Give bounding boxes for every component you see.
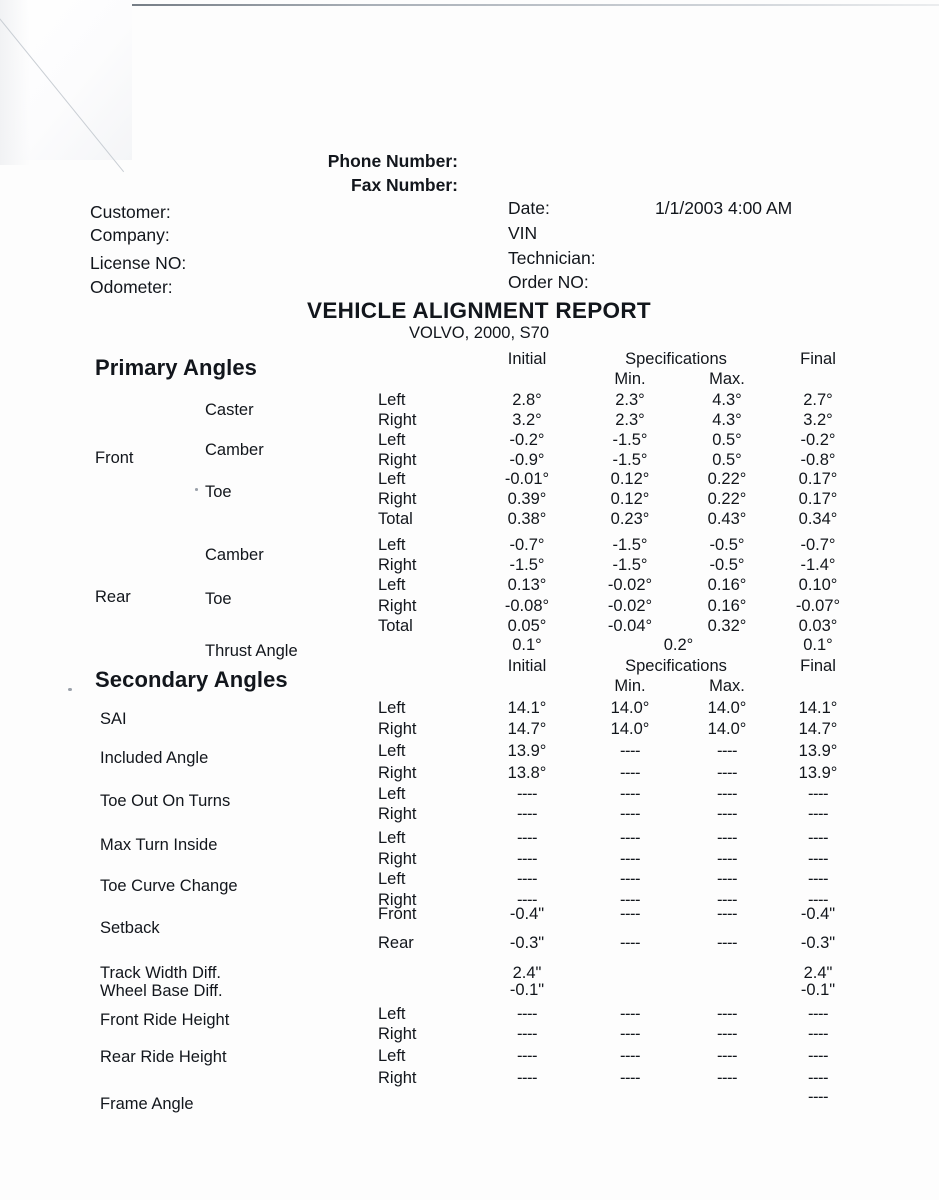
row-side-label: Left xyxy=(378,742,406,760)
measure-label-setback: Setback xyxy=(100,919,160,937)
cell-final: -0.2° xyxy=(800,431,836,449)
cell-spec-max: ---- xyxy=(717,764,737,782)
cell-initial: -0.08° xyxy=(504,597,550,615)
cell-spec-max: ---- xyxy=(717,1069,737,1087)
cell-final: ---- xyxy=(808,1069,828,1087)
measure-label-toe-out-on-turns: Toe Out On Turns xyxy=(100,792,231,810)
scan-speck xyxy=(195,488,198,491)
row-side-label: Right xyxy=(378,850,417,868)
row-side-label: Left xyxy=(378,1047,406,1065)
row-side-label: Left xyxy=(378,576,406,594)
cell-spec-min: ---- xyxy=(620,850,640,868)
cell-initial: ---- xyxy=(517,1025,537,1043)
fax-number-label: Fax Number: xyxy=(351,175,458,195)
cell-spec-min: 2.3° xyxy=(615,391,645,409)
cell-spec-max: ---- xyxy=(717,785,737,803)
cell-spec-max: 14.0° xyxy=(707,699,747,717)
cell-spec-min: -0.02° xyxy=(607,597,653,615)
measure-label-thrust-angle: Thrust Angle xyxy=(205,642,298,660)
cell-final: 0.34° xyxy=(798,510,838,528)
cell-spec-max: ---- xyxy=(717,891,737,909)
row-side-label: Right xyxy=(378,411,417,429)
measure-label-rear-camber: Camber xyxy=(205,546,264,564)
column-header-max: Max. xyxy=(709,677,745,695)
cell-spec-max: 0.5° xyxy=(712,451,742,469)
cell-final: -0.4" xyxy=(800,905,836,923)
row-side-label: Right xyxy=(378,720,417,738)
row-side-label: Left xyxy=(378,785,406,803)
cell-spec-min: 2.3° xyxy=(615,411,645,429)
cell-initial: ---- xyxy=(517,785,537,803)
cell-spec-min: ---- xyxy=(620,742,640,760)
cell-initial: 0.38° xyxy=(507,510,547,528)
row-side-label: Rear xyxy=(378,934,414,952)
cell-spec-min: 0.12° xyxy=(610,490,650,508)
cell-spec-min: -1.5° xyxy=(612,556,648,574)
cell-final: 14.1° xyxy=(798,699,838,717)
cell-initial: ---- xyxy=(517,891,537,909)
cell-thrust-final: 0.1° xyxy=(803,636,833,654)
column-header-min: Min. xyxy=(614,370,646,388)
cell-initial: ---- xyxy=(517,829,537,847)
cell-initial: -0.9° xyxy=(509,451,545,469)
row-side-label: Right xyxy=(378,597,417,615)
cell-spec-min: -1.5° xyxy=(612,451,648,469)
cell-final: -0.07° xyxy=(795,597,841,615)
cell-spec-min: -1.5° xyxy=(612,431,648,449)
row-side-label: Left xyxy=(378,870,406,888)
column-header-final: Final xyxy=(800,657,836,675)
cell-initial: ---- xyxy=(517,1047,537,1065)
cell-spec-min: -0.04° xyxy=(607,617,653,635)
cell-initial: -0.01° xyxy=(504,470,550,488)
cell-final: ---- xyxy=(808,891,828,909)
row-side-label: Right xyxy=(378,1025,417,1043)
measure-label-sai: SAI xyxy=(100,710,127,728)
cell-initial: -0.2° xyxy=(509,431,545,449)
cell-spec-max: ---- xyxy=(717,870,737,888)
cell-spec-max: 0.5° xyxy=(712,431,742,449)
cell-initial: -0.1" xyxy=(509,981,545,999)
cell-spec-min: ---- xyxy=(620,934,640,952)
cell-final: ---- xyxy=(808,1088,828,1106)
cell-initial: -0.4" xyxy=(509,905,545,923)
cell-spec-max: 0.22° xyxy=(707,470,747,488)
cell-spec-max: 4.3° xyxy=(712,391,742,409)
cell-spec-min: ---- xyxy=(620,785,640,803)
cell-spec-min: ---- xyxy=(620,829,640,847)
cell-spec-max: ---- xyxy=(717,829,737,847)
cell-spec-min: ---- xyxy=(620,870,640,888)
vin-label: VIN xyxy=(508,223,538,243)
cell-spec-max: 0.16° xyxy=(707,576,747,594)
cell-spec-min: -0.02° xyxy=(607,576,653,594)
cell-final: 14.7° xyxy=(798,720,838,738)
corner-fold-edge xyxy=(0,0,291,172)
cell-initial: ---- xyxy=(517,805,537,823)
cell-spec-min: ---- xyxy=(620,764,640,782)
column-header-specifications: Specifications xyxy=(625,350,727,368)
cell-final: ---- xyxy=(808,850,828,868)
scan-speck xyxy=(68,688,72,691)
cell-final: ---- xyxy=(808,805,828,823)
cell-spec-max: 0.22° xyxy=(707,490,747,508)
cell-spec-max: ---- xyxy=(717,742,737,760)
cell-spec-min: ---- xyxy=(620,1025,640,1043)
cell-spec-max: 0.32° xyxy=(707,617,747,635)
cell-spec-min: ---- xyxy=(620,1005,640,1023)
row-side-label: Right xyxy=(378,891,417,909)
cell-final: 2.4" xyxy=(803,964,833,982)
cell-spec-max: 4.3° xyxy=(712,411,742,429)
cell-final: -0.7° xyxy=(800,536,836,554)
row-side-label: Left xyxy=(378,536,406,554)
measure-label-included-angle: Included Angle xyxy=(100,749,209,767)
row-side-label: Right xyxy=(378,1069,417,1087)
row-side-label: Left xyxy=(378,699,406,717)
cell-initial: -1.5° xyxy=(509,556,545,574)
page-title: VEHICLE ALIGNMENT REPORT xyxy=(307,298,651,323)
row-side-label: Left xyxy=(378,470,406,488)
cell-spec-min: ---- xyxy=(620,891,640,909)
cell-initial: -0.7° xyxy=(509,536,545,554)
cell-initial: 0.13° xyxy=(507,576,547,594)
measure-label-caster: Caster xyxy=(205,401,254,419)
cell-initial: 2.8° xyxy=(512,391,542,409)
group-label-rear: Rear xyxy=(95,588,131,606)
cell-final: 13.9° xyxy=(798,742,838,760)
row-side-label: Left xyxy=(378,431,406,449)
row-side-label: Left xyxy=(378,391,406,409)
cell-spec-max: ---- xyxy=(717,805,737,823)
measure-label-toe-curve-change: Toe Curve Change xyxy=(100,877,238,895)
cell-final: -0.3" xyxy=(800,934,836,952)
row-side-label: Right xyxy=(378,764,417,782)
column-header-specifications: Specifications xyxy=(625,657,727,675)
cell-final: ---- xyxy=(808,870,828,888)
cell-spec-max: ---- xyxy=(717,1047,737,1065)
cell-spec-max: 0.16° xyxy=(707,597,747,615)
reportcompany-label: Company: xyxy=(90,225,170,245)
cell-initial: ---- xyxy=(517,850,537,868)
cell-initial: 3.2° xyxy=(512,411,542,429)
cell-initial: 14.1° xyxy=(507,699,547,717)
page-corner-fold xyxy=(0,0,132,160)
measure-label-track-width-diff: Track Width Diff. xyxy=(100,964,222,982)
measure-label-front-ride-height: Front Ride Height xyxy=(100,1011,230,1029)
row-side-label: Front xyxy=(378,905,417,923)
cell-initial: ---- xyxy=(517,870,537,888)
measure-label-toe: Toe xyxy=(205,483,232,501)
cell-initial: ---- xyxy=(517,1005,537,1023)
cell-final: 0.10° xyxy=(798,576,838,594)
measure-label-camber: Camber xyxy=(205,441,264,459)
cell-final: 0.17° xyxy=(798,470,838,488)
row-side-label: Right xyxy=(378,490,417,508)
cell-final: ---- xyxy=(808,785,828,803)
license-no-label: License NO: xyxy=(90,253,187,273)
column-header-initial: Initial xyxy=(507,657,547,675)
cell-spec-max: ---- xyxy=(717,850,737,868)
cell-spec-min: 0.23° xyxy=(610,510,650,528)
measure-label-rear-ride-height: Rear Ride Height xyxy=(100,1048,227,1066)
cell-final: 0.17° xyxy=(798,490,838,508)
cell-final: 0.03° xyxy=(798,617,838,635)
cell-spec-min: ---- xyxy=(620,805,640,823)
cell-spec-min: ---- xyxy=(620,905,640,923)
cell-spec-max: ---- xyxy=(717,1005,737,1023)
cell-final: 13.9° xyxy=(798,764,838,782)
column-header-min: Min. xyxy=(614,677,646,695)
row-side-label: Total xyxy=(378,510,413,528)
row-side-label: Right xyxy=(378,556,417,574)
measure-label-max-turn-inside: Max Turn Inside xyxy=(100,836,218,854)
group-label-front: Front xyxy=(95,449,134,467)
row-side-label: Right xyxy=(378,451,417,469)
row-side-label: Left xyxy=(378,829,406,847)
column-header-final: Final xyxy=(800,350,836,368)
cell-spec-max: ---- xyxy=(717,1025,737,1043)
cell-final: ---- xyxy=(808,1047,828,1065)
cell-initial: ---- xyxy=(517,1069,537,1087)
customer-label: Customer: xyxy=(90,202,171,222)
cell-final: -0.1" xyxy=(800,981,836,999)
cell-initial: 0.39° xyxy=(507,490,547,508)
secondary-angles-heading: Secondary Angles xyxy=(95,667,288,692)
column-header-initial: Initial xyxy=(507,350,547,368)
column-header-max: Max. xyxy=(709,370,745,388)
date-value: 1/1/2003 4:00 AM xyxy=(655,198,793,218)
cell-initial: 13.9° xyxy=(507,742,547,760)
cell-final: ---- xyxy=(808,829,828,847)
cell-final: ---- xyxy=(808,1025,828,1043)
cell-final: -0.8° xyxy=(800,451,836,469)
cell-final: 3.2° xyxy=(803,411,833,429)
vehicle-subtitle: VOLVO, 2000, S70 xyxy=(408,324,550,342)
phone-number-label: Phone Number: xyxy=(327,151,458,171)
cell-initial: 13.8° xyxy=(507,764,547,782)
cell-spec-min: 0.12° xyxy=(610,470,650,488)
cell-spec-max: 14.0° xyxy=(707,720,747,738)
cell-spec-min: -1.5° xyxy=(612,536,648,554)
cell-initial: 0.05° xyxy=(507,617,547,635)
cell-thrust-spec: 0.2° xyxy=(663,636,694,654)
row-side-label: Right xyxy=(378,805,417,823)
cell-spec-max: ---- xyxy=(717,905,737,923)
cell-spec-max: 0.43° xyxy=(707,510,747,528)
cell-spec-min: ---- xyxy=(620,1069,640,1087)
technician-label: Technician: xyxy=(508,248,596,268)
cell-spec-max: -0.5° xyxy=(709,556,745,574)
cell-spec-min: 14.0° xyxy=(610,699,650,717)
cell-spec-max: -0.5° xyxy=(709,536,745,554)
row-side-label: Total xyxy=(378,617,413,635)
measure-label-frame-angle: Frame Angle xyxy=(100,1095,194,1113)
date-label: Date: xyxy=(508,198,550,218)
cell-initial: 2.4" xyxy=(512,964,542,982)
primary-angles-heading: Primary Angles xyxy=(95,355,257,380)
cell-final: -1.4° xyxy=(800,556,836,574)
odometer-label: Odometer: xyxy=(90,277,173,297)
cell-final: 2.7° xyxy=(803,391,833,409)
measure-label-wheel-base-diff: Wheel Base Diff. xyxy=(100,982,223,1000)
cell-spec-min: 14.0° xyxy=(610,720,650,738)
cell-initial: -0.3" xyxy=(509,934,545,952)
measure-label-rear-toe: Toe xyxy=(205,589,232,608)
cell-spec-max: ---- xyxy=(717,934,737,952)
cell-initial: 14.7° xyxy=(507,720,547,738)
cell-final: ---- xyxy=(808,1005,828,1023)
order-no-label: Order NO: xyxy=(508,272,589,292)
cell-thrust-initial: 0.1° xyxy=(512,636,542,654)
cell-spec-min: ---- xyxy=(620,1047,640,1065)
row-side-label: Left xyxy=(378,1005,406,1023)
